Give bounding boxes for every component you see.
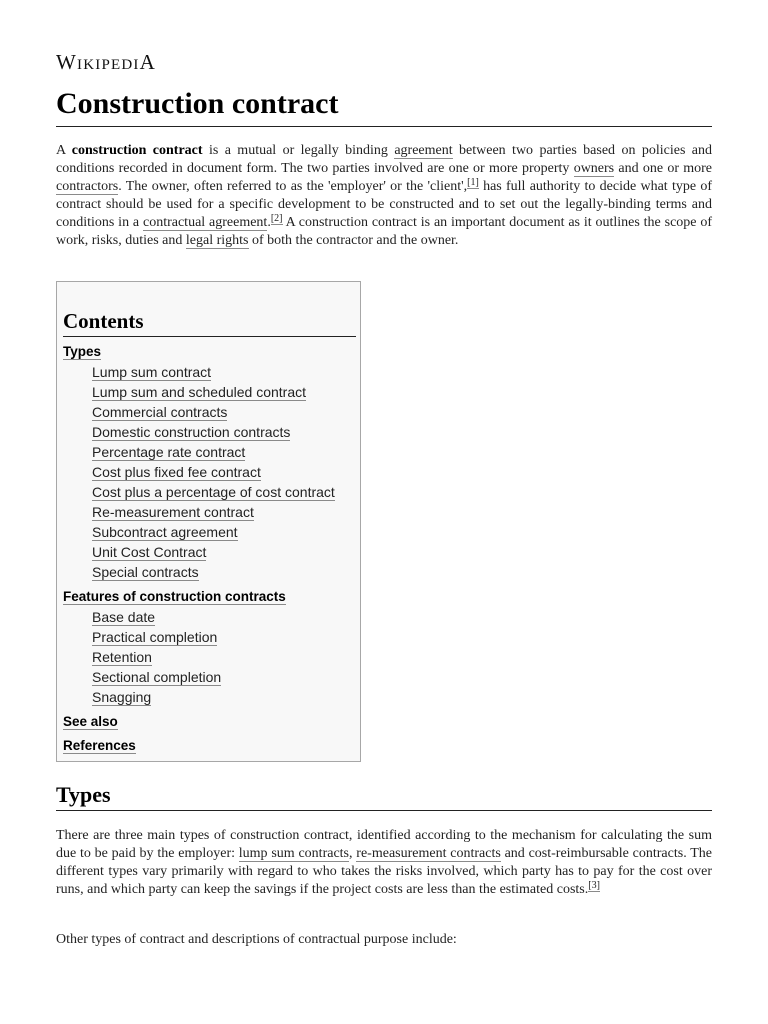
toc-item[interactable] [63,362,358,382]
toc-item[interactable] [63,502,358,522]
toc-section-label[interactable]: Types [63,344,102,359]
toc-item[interactable] [63,687,358,707]
toc-item[interactable] [63,562,358,582]
toc-section-features[interactable] [63,587,358,607]
toc-item[interactable] [63,462,358,482]
toc-item-label[interactable]: Unit Cost Contract [92,544,207,560]
link-contractors[interactable]: contractors [56,179,119,194]
intro-bold-term: construction contract [71,143,203,158]
citation-3[interactable]: [3] [588,880,600,891]
toc-item[interactable] [63,382,358,402]
toc-item-label[interactable]: Cost plus fixed fee contract [92,464,261,480]
toc-section-types[interactable] [63,342,358,362]
toc-item[interactable] [63,542,358,562]
toc-item[interactable] [63,607,358,627]
citation-1[interactable]: [1] [467,177,479,188]
toc-item-label[interactable]: Cost plus a percentage of cost contract [92,484,335,500]
toc-item[interactable] [63,402,358,422]
intro-text: between two parties based on policies and conditions recorded in document form. The two parties involved are one or more property [56,143,713,176]
intro-text: has full authority to decide what type of contract should be used for a specific development to be constructed and to set out the legally-binding terms and conditions in a [56,179,712,230]
other-types-paragraph: Other types of contract and descriptions of contractual purpose include: [56,932,457,947]
toc-item-label[interactable]: Percentage rate contract [92,444,246,460]
page-title: Construction contract [56,84,712,127]
toc-section-label[interactable]: Features of construction contracts [63,589,286,604]
toc-item-label[interactable]: Retention [92,649,152,665]
toc-section-see-also[interactable] [63,712,358,732]
intro-text: of both the contractor and the owner. [248,233,459,248]
toc-item-label[interactable]: Sectional completion [92,669,222,685]
toc-item-label[interactable]: Commercial contracts [92,404,228,420]
table-of-contents [56,281,361,762]
toc-section-label[interactable]: See also [63,714,118,729]
types-text: There are three main types of construction contract, identified according to the mechanism for calculating the sum due to be paid by the employer: [56,828,712,861]
link-contractual-agreement[interactable]: contractual agreement [142,215,268,230]
toc-item-label[interactable]: Snagging [92,689,152,705]
toc-item-label[interactable]: Subcontract agreement [92,524,238,540]
citation-2[interactable]: [2] [270,213,283,224]
intro-text: and one or more [614,161,713,176]
link-re-measurement-contracts[interactable]: re-measurement contracts [356,846,501,861]
wikipedia-logo[interactable]: WikipediA [56,50,156,74]
toc-item-label[interactable]: Domestic construction contracts [92,424,291,440]
toc-item-label[interactable]: Re-measurement contract [92,504,254,520]
intro-text: . The owner, often referred to as the 'employer' or the 'client', [118,179,468,194]
toc-item[interactable] [63,667,358,687]
toc-item-label[interactable]: Lump sum and scheduled contract [92,384,307,400]
toc-item[interactable] [63,627,358,647]
link-lump-sum-contracts[interactable]: lump sum contracts [238,846,349,861]
toc-item-label[interactable]: Lump sum contract [92,364,212,380]
types-paragraph [56,827,712,899]
toc-list [63,342,358,756]
toc-item[interactable] [63,647,358,667]
link-owners[interactable]: owners [573,161,615,176]
toc-title: Contents [63,307,356,337]
intro-text: A construction contract is an important document as it outlines the scope of work, risks, duties and [56,215,713,248]
toc-item-label[interactable]: Special contracts [92,564,199,580]
intro-text: . [267,215,271,230]
toc-item-label[interactable]: Practical completion [92,629,218,645]
toc-section-references[interactable] [63,736,358,756]
intro-paragraph [56,142,712,250]
intro-text: is a mutual or legally binding [202,143,395,158]
toc-item-label[interactable]: Base date [92,609,156,625]
toc-item[interactable] [63,482,358,502]
intro-text: A [56,143,72,158]
types-text: and cost-reimbursable contracts. The different types vary primarily with regard to who takes the risks involved, which party has to pay for the cost over runs, and which party can keep the savings if the project costs are less than the estimated costs. [56,846,712,897]
link-agreement[interactable]: agreement [394,143,453,158]
toc-item[interactable] [63,422,358,442]
types-text: , [349,846,357,861]
toc-item[interactable] [63,522,358,542]
toc-item[interactable] [63,442,358,462]
link-legal-rights[interactable]: legal rights [185,233,249,248]
toc-section-label[interactable]: References [63,738,136,753]
section-heading-types: Types [56,780,712,811]
